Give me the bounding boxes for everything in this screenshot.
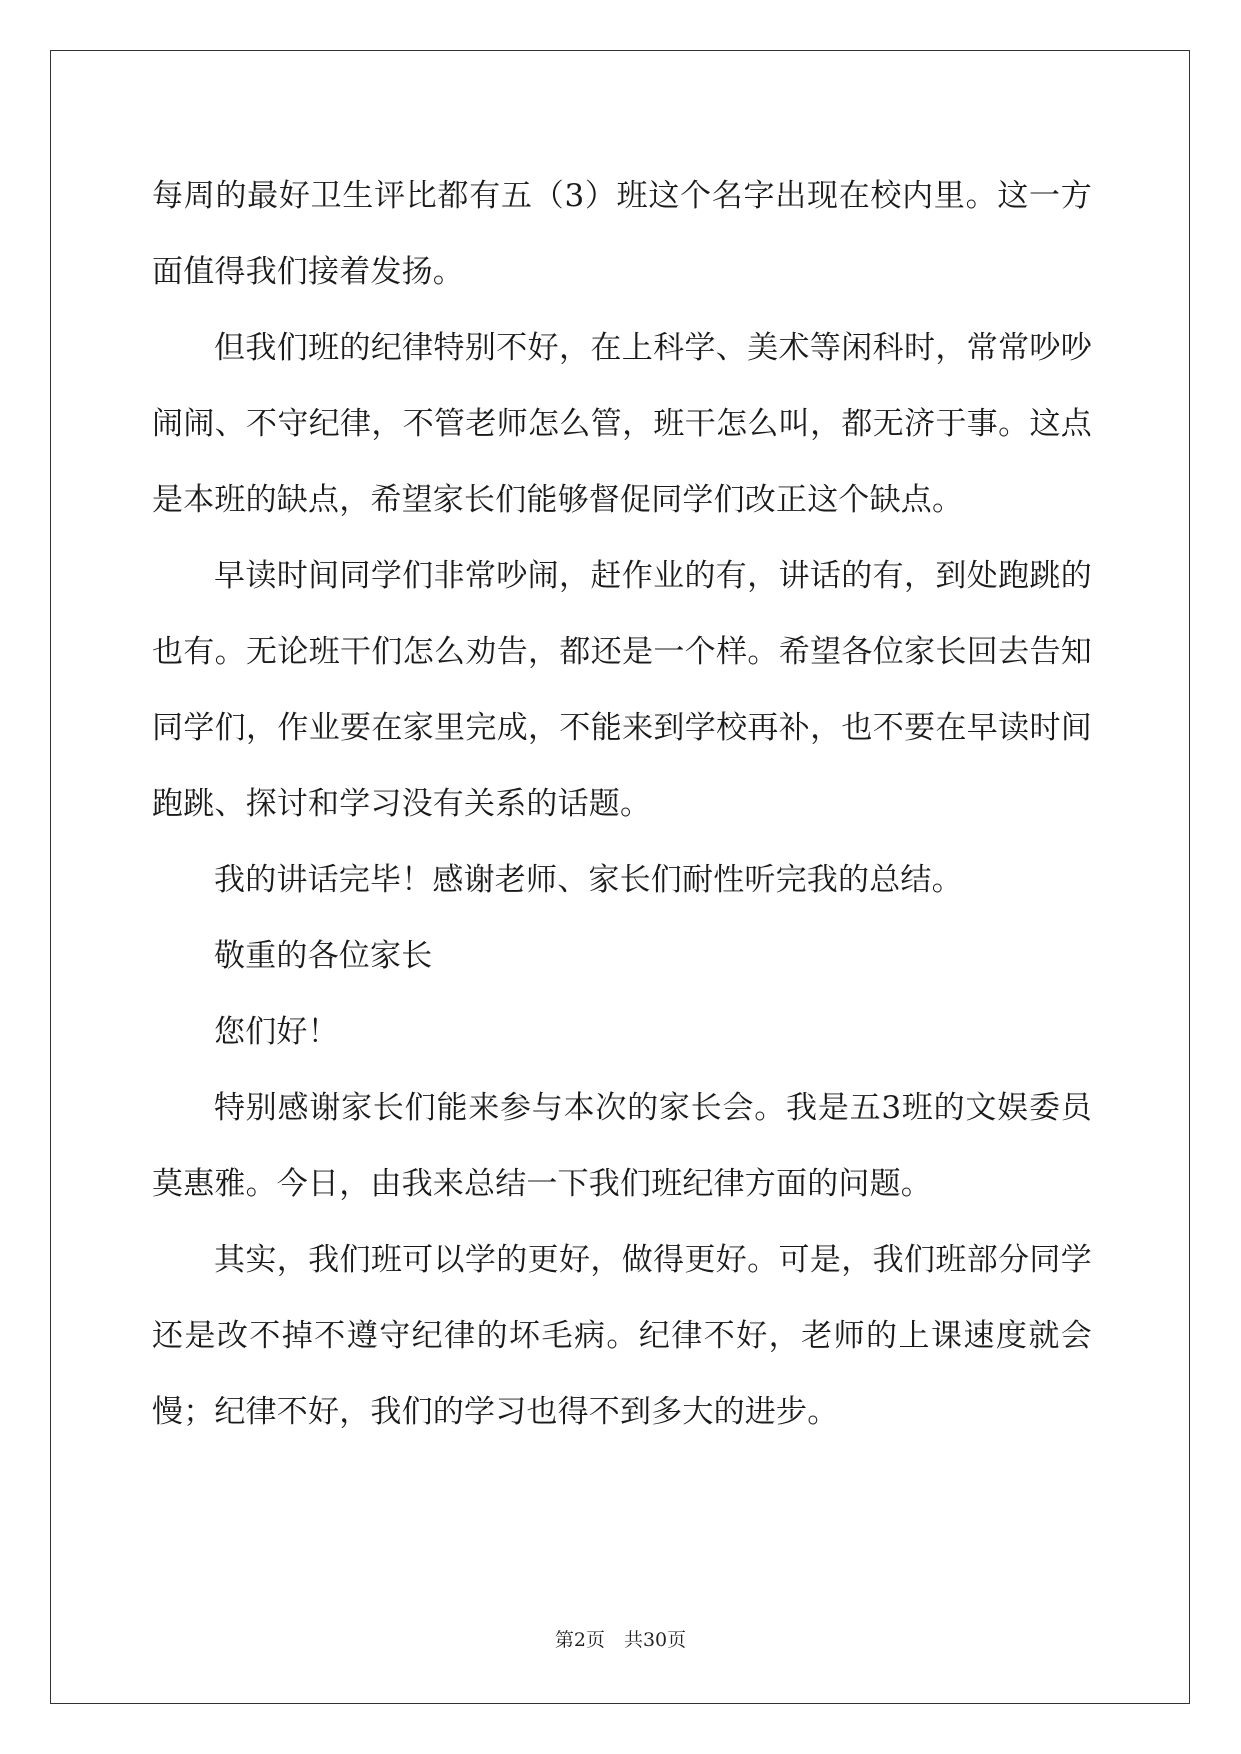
paragraph-6-greeting: 您们好！	[214, 1014, 339, 1050]
paragraph-7: 特别感谢家长们能来参与本次的家长会。我是五3班的文娱委员莫惠雅。今日，由我来总结一下我们班纪律方面的问题。	[152, 1090, 1092, 1202]
page-number-footer: 第2页 共30页	[554, 1629, 687, 1651]
paragraph-2: 但我们班的纪律特别不好，在上科学、美术等闲科时，常常吵吵闹闹、不守纪律，不管老师怎么管，班干怎么叫，都无济于事。这点是本班的缺点，希望家长们能够督促同学们改正这个缺点。	[152, 330, 1092, 518]
paragraph-8: 其实，我们班可以学的更好，做得更好。可是，我们班部分同学还是改不掉不遵守纪律的坏毛病。纪律不好，老师的上课速度就会慢；纪律不好，我们的学习也得不到多大的进步。	[152, 1242, 1092, 1430]
paragraph-3: 早读时间同学们非常吵闹，赶作业的有，讲话的有，到处跑跳的也有。无论班干们怎么劝告，都还是一个样。希望各位家长回去告知同学们，作业要在家里完成，不能来到学校再补，也不要在早读时间跑跳、探讨和学习没有关系的话题。	[152, 558, 1092, 822]
paragraph-5-salutation: 敬重的各位家长	[214, 938, 433, 974]
paragraph-4: 我的讲话完毕！感谢老师、家长们耐性听完我的总结。	[214, 862, 963, 898]
document-body	[152, 158, 1092, 1450]
paragraph-1: 每周的最好卫生评比都有五（3）班这个名字出现在校内里。这一方面值得我们接着发扬。	[152, 178, 1092, 290]
